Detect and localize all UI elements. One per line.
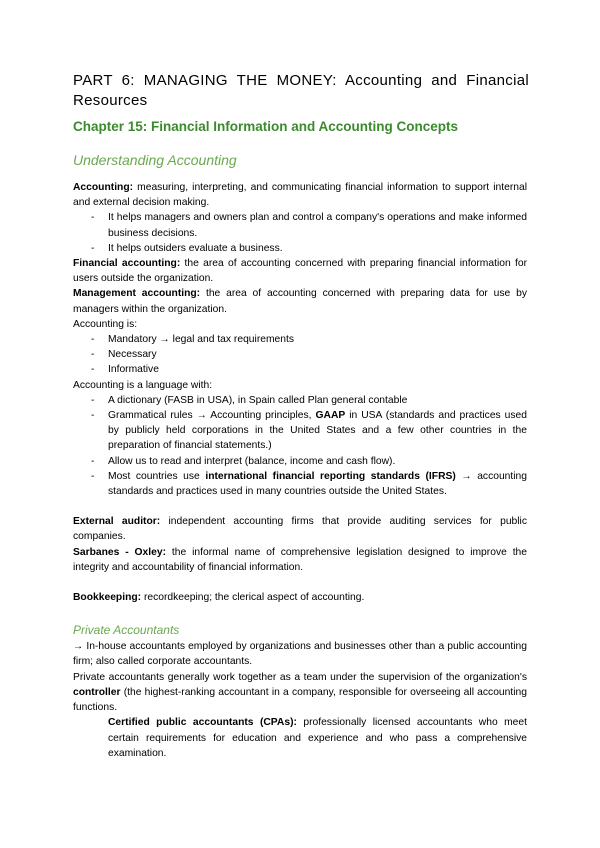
- definition: recordkeeping; the clerical aspect of accounting.: [141, 592, 365, 604]
- definition: professionally licensed accountants who meet certain requirements for education and experience and who pass a comprehensive examination.: [108, 717, 527, 759]
- spacer: [73, 575, 527, 590]
- document-body: [73, 180, 527, 761]
- private-accountants-controller: [73, 670, 527, 716]
- term: Accounting:: [73, 182, 134, 193]
- list-item: - Informative: [73, 362, 527, 377]
- list-item: - It helps managers and owners plan and control a company's operations and make informed business decisions.: [73, 210, 527, 240]
- chapter-title: Chapter 15: Financial Information and Accounting Concepts: [73, 119, 459, 134]
- term: international financial reporting standards (IFRS): [205, 470, 456, 482]
- text: Most countries use: [108, 470, 206, 482]
- text: (the highest-ranking accountant in a company, responsible for overseeing all accounting functions.: [73, 686, 527, 714]
- text: → accounting standards and practices used in many countries outside the United States.: [108, 470, 528, 498]
- text: Grammatical rules → Accounting principles,: [108, 410, 316, 422]
- term: Financial accounting:: [73, 258, 181, 270]
- management-accounting-definition: [73, 286, 527, 316]
- term: External auditor:: [73, 516, 161, 528]
- term: Bookkeeping:: [73, 592, 142, 604]
- financial-accounting-definition: [73, 256, 527, 286]
- accounting-is-list: [73, 332, 527, 378]
- definition: the informal name of comprehensive legislation designed to improve the integrity and accountability of financial information.: [73, 546, 528, 573]
- list-item: - Mandatory → legal and tax requirements: [73, 332, 527, 347]
- list-item: - Necessary: [73, 347, 527, 362]
- private-accountants-heading: Private Accountants: [73, 623, 180, 638]
- accounting-is-label: Accounting is:: [73, 318, 138, 330]
- language-label: Accounting is a language with:: [73, 379, 213, 391]
- cpa-definition: [73, 715, 527, 761]
- text: in USA (standards and practices used by publicly held corporations in the United States and a few other countries in the preparation of financial statements.): [108, 410, 527, 452]
- term: Certified public accountants (CPAs):: [108, 717, 297, 729]
- list-item: [73, 469, 527, 499]
- accounting-bullets: [73, 210, 527, 256]
- language-list: [73, 393, 527, 499]
- list-item: - It helps outsiders evaluate a business.: [73, 241, 527, 256]
- definition: independent accounting firms that provide auditing services for public companies.: [73, 516, 527, 543]
- bookkeeping-definition: [73, 590, 527, 605]
- text: Private accountants generally work together as a team under the supervision of the organization's: [73, 671, 527, 683]
- definition: the area of accounting concerned with preparing data for use by managers within the organization.: [73, 288, 527, 315]
- term: Sarbanes - Oxley:: [73, 546, 167, 558]
- term: Management accounting:: [73, 288, 201, 300]
- section-title: Understanding Accounting: [73, 152, 237, 168]
- list-item: - Allow us to read and interpret (balance, income and cash flow).: [73, 454, 527, 469]
- term: controller: [73, 686, 121, 698]
- external-auditor-definition: [73, 514, 527, 544]
- spacer: [73, 499, 527, 514]
- spacer: [73, 605, 527, 620]
- private-accountants-intro: → In-house accountants employed by organizations and businesses other than a public accounting firm; also called corporate accountants.: [73, 641, 527, 668]
- sarbanes-oxley-definition: [73, 545, 527, 575]
- list-item: - A dictionary (FASB in USA), in Spain called Plan general contable: [73, 393, 527, 408]
- term: GAAP: [315, 410, 346, 422]
- list-item: [73, 408, 527, 454]
- definition: measuring, interpreting, and communicating financial information to support internal and external decision making.: [73, 182, 527, 209]
- part-title: PART 6: MANAGING THE MONEY: Accounting and Financial Resources: [73, 72, 529, 109]
- accounting-definition: [73, 180, 527, 210]
- definition: the area of accounting concerned with preparing financial information for users outside the organization.: [73, 258, 527, 285]
